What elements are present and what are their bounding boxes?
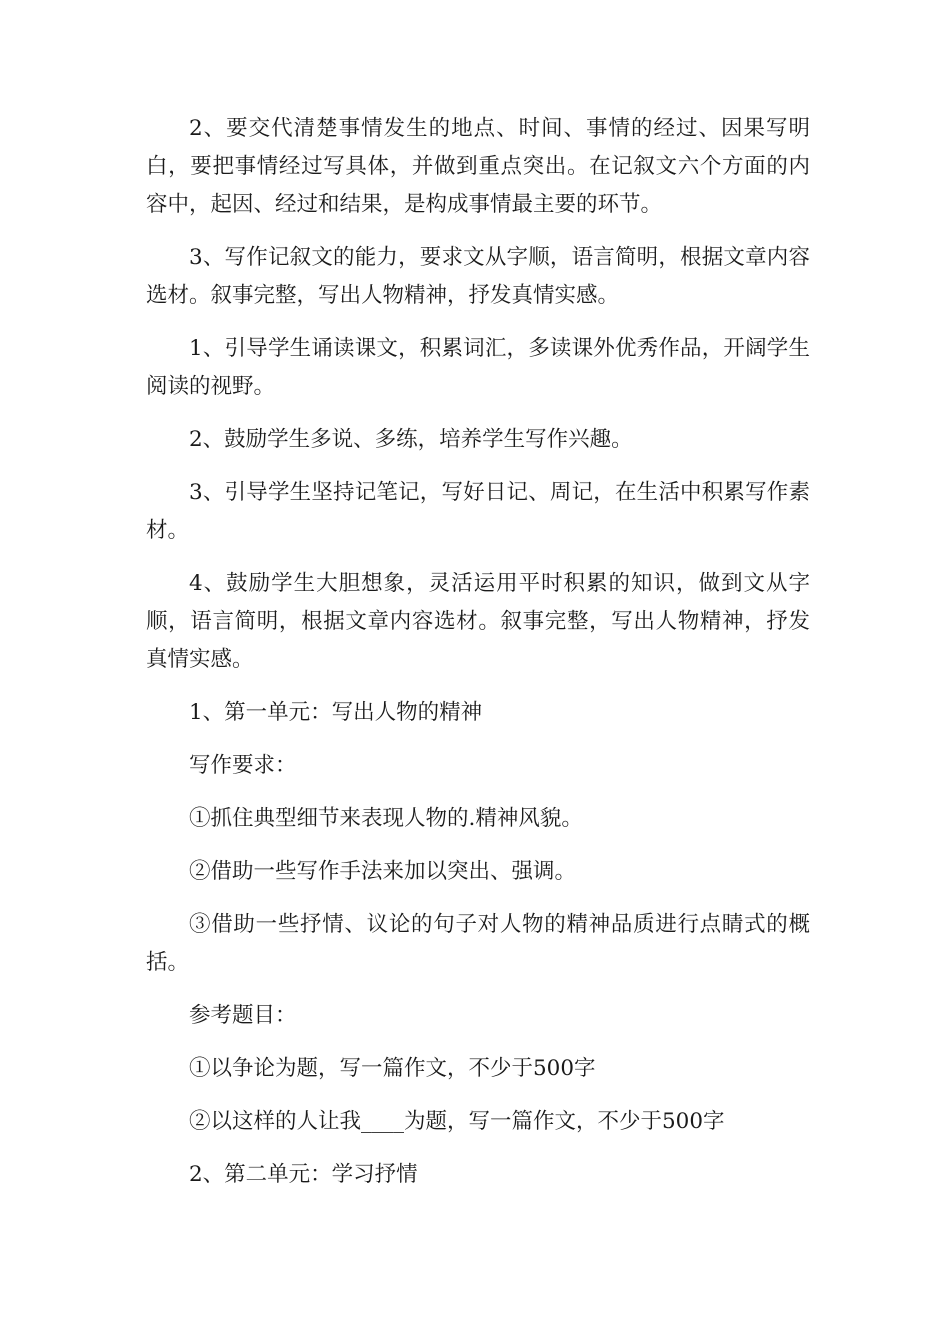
paragraph-unit-one-heading: 1、第一单元：写出人物的精神 — [189, 700, 483, 725]
paragraph-topic-2: ②以这样的人让我____为题，写一篇作文，不少于500字 — [189, 1109, 725, 1134]
paragraph-encourage-imagination: 4、鼓励学生大胆想象，灵活运用平时积累的知识，做到文从字顺，语言简明，根据文章内容选材。叙事完整，写出人物精神，抒发真情实感。 — [146, 571, 810, 672]
paragraph-guide-reading: 1、引导学生诵读课文，积累词汇，多读课外优秀作品，开阔学生阅读的视野。 — [146, 336, 810, 399]
paragraph-requirement-3: ③借助一些抒情、议论的句子对人物的精神品质进行点睛式的概括。 — [146, 912, 810, 975]
paragraph-encourage-practice: 2、鼓励学生多说、多练，培养学生写作兴趣。 — [189, 427, 633, 452]
paragraph-writing-requirements-label: 写作要求： — [189, 753, 297, 778]
paragraph-requirement-1: ①抓住典型细节来表现人物的.精神风貌。 — [189, 806, 583, 831]
paragraph-keep-notes: 3、引导学生坚持记笔记，写好日记、周记，在生活中积累写作素材。 — [146, 480, 810, 543]
paragraph-reference-topics-label: 参考题目： — [189, 1003, 297, 1028]
paragraph-unit-two-heading: 2、第二单元：学习抒情 — [189, 1162, 418, 1187]
paragraph-narrative-ability: 3、写作记叙文的能力，要求文从字顺，语言简明，根据文章内容选材。叙事完整，写出人物精神，抒发真情实感。 — [146, 245, 810, 308]
paragraph-event-clarity: 2、要交代清楚事情发生的地点、时间、事情的经过、因果写明白，要把事情经过写具体，并做到重点突出。在记叙文六个方面的内容中，起因、经过和结果，是构成事情最主要的环节。 — [146, 116, 810, 217]
document-body — [146, 110, 810, 1209]
paragraph-requirement-2: ②借助一些写作手法来加以突出、强调。 — [189, 859, 577, 884]
paragraph-topic-1: ①以争论为题，写一篇作文，不少于500字 — [189, 1056, 596, 1081]
